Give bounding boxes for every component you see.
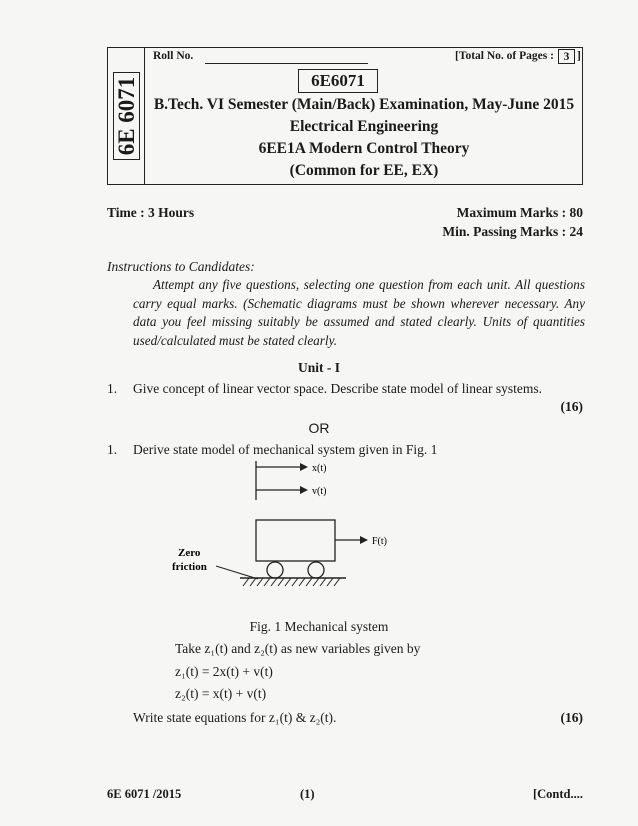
- v-arrowhead: [300, 486, 308, 494]
- unit-title: Unit - I: [297, 360, 340, 375]
- friction-label: friction: [172, 561, 207, 573]
- total-pages-close: ]: [577, 50, 581, 62]
- mass-block: [256, 520, 335, 561]
- q1a-text: Give concept of linear vector space. Describe state model of linear systems.: [133, 381, 542, 396]
- continued-label: [Contd....: [532, 787, 583, 801]
- q1b-text: Derive state model of mechanical system given in Fig. 1: [133, 442, 438, 457]
- exam-title: B.Tech. VI Semester (Main/Back) Examination, May-June 2015: [153, 96, 575, 113]
- course-title: 6EE1A Modern Control Theory: [258, 140, 470, 157]
- force-arrowhead: [360, 536, 368, 544]
- total-pages-label: [Total No. of Pages :: [455, 50, 554, 62]
- v-label: v(t): [312, 486, 327, 497]
- q1b-marks: (16): [560, 710, 583, 725]
- friction-pointer: [216, 566, 258, 579]
- q1b-take: Take z₁(t) and z₂(t) as new variables given by: [175, 641, 421, 656]
- paper-code: 6E6071: [298, 69, 378, 93]
- force-label: F(t): [372, 536, 387, 547]
- max-marks: Maximum Marks : 80: [456, 205, 583, 220]
- q1b-number: 1.: [107, 442, 118, 457]
- mechanical-system-figure: [150, 458, 450, 608]
- footer-code: 6E 6071 /2015: [107, 787, 182, 801]
- figure-caption: Fig. 1 Mechanical system: [249, 619, 389, 634]
- side-code-strip: [107, 47, 145, 185]
- or-label: OR: [308, 420, 330, 436]
- q1a-number: 1.: [107, 381, 118, 396]
- common-for: (Common for EE, EX): [289, 162, 439, 179]
- branch-title: Electrical Engineering: [289, 118, 439, 135]
- page-number: (1): [300, 787, 315, 801]
- instructions-heading: Instructions to Candidates:: [107, 259, 255, 274]
- zero-label: Zero: [178, 547, 201, 559]
- total-pages-value: 3: [558, 49, 575, 64]
- wheel-right: [308, 562, 324, 578]
- side-paper-code: 6E 6071: [113, 72, 140, 161]
- roll-number-label: Roll No.: [153, 50, 194, 62]
- time-label: Time : 3 Hours: [107, 205, 195, 220]
- min-marks: Min. Passing Marks : 24: [442, 224, 583, 239]
- q1b-eq2: z₂(t) = x(t) + v(t): [175, 686, 267, 701]
- x-label: x(t): [312, 463, 327, 474]
- x-arrowhead: [300, 463, 308, 471]
- instructions-text: Attempt any five questions, selecting one question from each unit. All questions carry equal marks. (Schematic diagrams must be shown wherever necessary. Any data you feel missing suitably be assumed and stated clearly. Units of quantities used/calculated must be stated clearly.: [133, 277, 585, 348]
- q1a-marks: (16): [560, 399, 583, 414]
- q1b-eq1: z₁(t) = 2x(t) + v(t): [175, 664, 273, 679]
- wheel-left: [267, 562, 283, 578]
- roll-number-line: [205, 63, 368, 64]
- q1b-write: Write state equations for z₁(t) & z₂(t).: [133, 710, 337, 725]
